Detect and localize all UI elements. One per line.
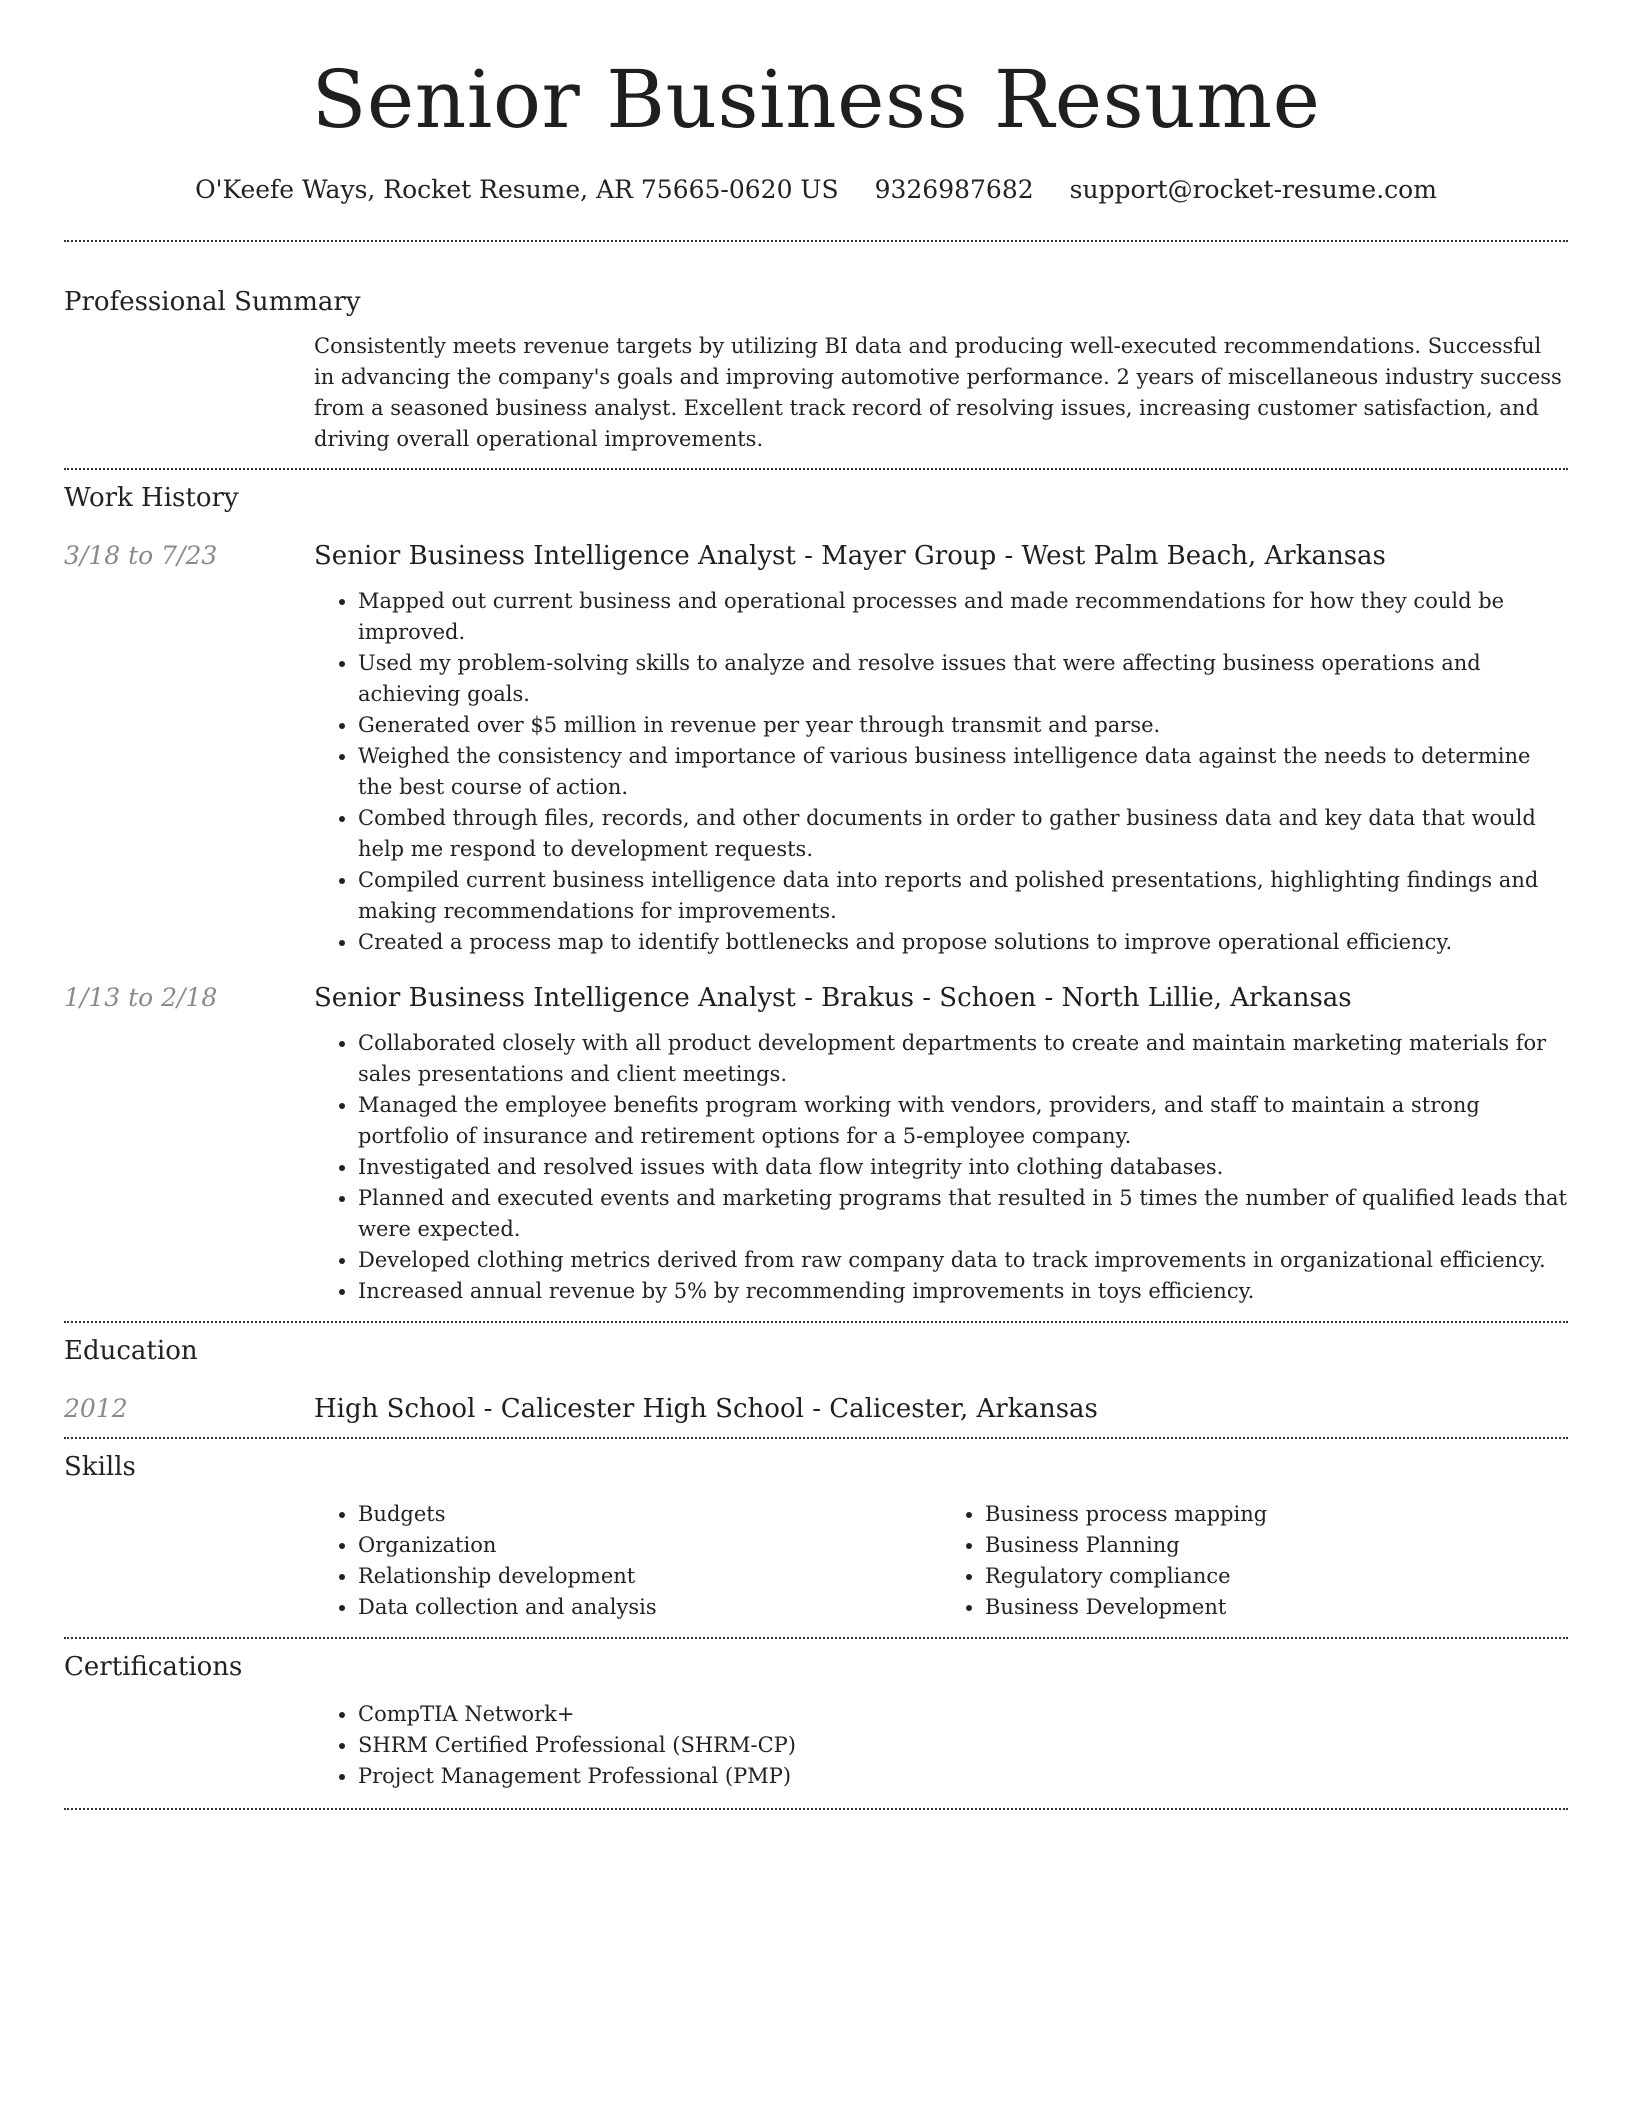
- job-title: Senior Business Intelligence Analyst - Mayer Group - West Palm Beach, Arkansas: [314, 541, 1386, 571]
- job-entry: [64, 540, 1568, 958]
- summary-text: Consistently meets revenue targets by utilizing BI data and producing well-executed recommendations. Successful in advancing the company's goals and improving automotive performance. 2 years of miscellaneous industry success from a seasoned business analyst. Excellent track record of resolving issues, increasing customer satisfaction, and driving overall operational improvements.: [314, 334, 1562, 451]
- skills-column-2: [941, 1499, 1568, 1623]
- contact-address: O'Keefe Ways, Rocket Resume, AR 75665-0620 US: [195, 175, 839, 204]
- job-bullet: • Compiled current business intelligence data into reports and polished presentations, highlighting findings and making recommendations for improvements.: [358, 865, 1568, 927]
- job-bullet: • Weighed the consistency and importance of various business intelligence data against the needs to determine the best course of action.: [358, 741, 1568, 803]
- skill-item: • Relationship development: [358, 1561, 941, 1592]
- work-section: [64, 482, 1568, 1307]
- skill-item: • Organization: [358, 1530, 941, 1561]
- certifications-list: [314, 1699, 1568, 1792]
- skills-column-1: [314, 1499, 941, 1623]
- skill-item: • Business process mapping: [985, 1499, 1568, 1530]
- job-bullet: • Combed through files, records, and other documents in order to gather business data and key data that would help me respond to development requests.: [358, 803, 1568, 865]
- summary-heading: Professional Summary: [64, 287, 361, 317]
- resume-header: [64, 0, 1568, 206]
- skill-item: • Data collection and analysis: [358, 1592, 941, 1623]
- job-bullet: • Managed the employee benefits program working with vendors, providers, and staff to maintain a strong portfolio of insurance and retirement options for a 5-employee company.: [358, 1090, 1568, 1152]
- certification-item: • SHRM Certified Professional (SHRM-CP): [358, 1730, 1568, 1761]
- education-section: [64, 1335, 1568, 1425]
- divider: [64, 240, 1568, 242]
- skill-item: • Budgets: [358, 1499, 941, 1530]
- job-bullet: • Planned and executed events and marketing programs that resulted in 5 times the number of qualified leads that were expected.: [358, 1183, 1568, 1245]
- job-bullet: • Used my problem-solving skills to analyze and resolve issues that were affecting business operations and achieving goals.: [358, 648, 1568, 710]
- education-entry: [64, 1393, 1568, 1425]
- skill-item: • Business Development: [985, 1592, 1568, 1623]
- job-bullet: • Generated over $5 million in revenue per year through transmit and parse.: [358, 710, 1568, 741]
- divider: [64, 1437, 1568, 1439]
- divider: [64, 1321, 1568, 1323]
- job-bullet: • Collaborated closely with all product development departments to create and maintain marketing materials for sales presentations and client meetings.: [358, 1028, 1568, 1090]
- divider: [64, 1637, 1568, 1639]
- education-heading: Education: [64, 1336, 198, 1366]
- job-bullet: • Developed clothing metrics derived from raw company data to track improvements in organizational efficiency.: [358, 1245, 1568, 1276]
- divider: [64, 468, 1568, 470]
- job-dates: 3/18 to 7/23: [64, 541, 218, 570]
- job-bullet: • Mapped out current business and operational processes and made recommendations for how they could be improved.: [358, 586, 1568, 648]
- certification-item: • CompTIA Network+: [358, 1699, 1568, 1730]
- skill-item: • Regulatory compliance: [985, 1561, 1568, 1592]
- job-dates: 1/13 to 2/18: [64, 983, 218, 1012]
- job-bullet: • Created a process map to identify bottlenecks and propose solutions to improve operational efficiency.: [358, 927, 1568, 958]
- education-year: 2012: [64, 1394, 128, 1423]
- job-bullets: [314, 1028, 1568, 1307]
- resume-title: Senior Business Resume: [311, 53, 1321, 146]
- certifications-section: [64, 1651, 1568, 1792]
- job-entry: [64, 982, 1568, 1307]
- job-bullet: • Increased annual revenue by 5% by recommending improvements in toys efficiency.: [358, 1276, 1568, 1307]
- education-degree: High School - Calicester High School - Calicester, Arkansas: [314, 1394, 1098, 1424]
- contact-phone: 9326987682: [874, 175, 1034, 204]
- skills-heading: Skills: [64, 1452, 136, 1482]
- summary-section: [64, 286, 1568, 455]
- job-bullets: [314, 586, 1568, 958]
- contact-line: [64, 174, 1568, 206]
- skill-item: • Business Planning: [985, 1530, 1568, 1561]
- skills-section: [64, 1451, 1568, 1623]
- contact-email: support@rocket-resume.com: [1069, 175, 1437, 204]
- skills-grid: [64, 1499, 1568, 1623]
- work-heading: Work History: [64, 483, 239, 513]
- divider: [64, 1808, 1568, 1810]
- certification-item: • Project Management Professional (PMP): [358, 1761, 1568, 1792]
- job-title: Senior Business Intelligence Analyst - Brakus - Schoen - North Lillie, Arkansas: [314, 983, 1352, 1013]
- certifications-heading: Certifications: [64, 1652, 243, 1682]
- job-bullet: • Investigated and resolved issues with data flow integrity into clothing databases.: [358, 1152, 1568, 1183]
